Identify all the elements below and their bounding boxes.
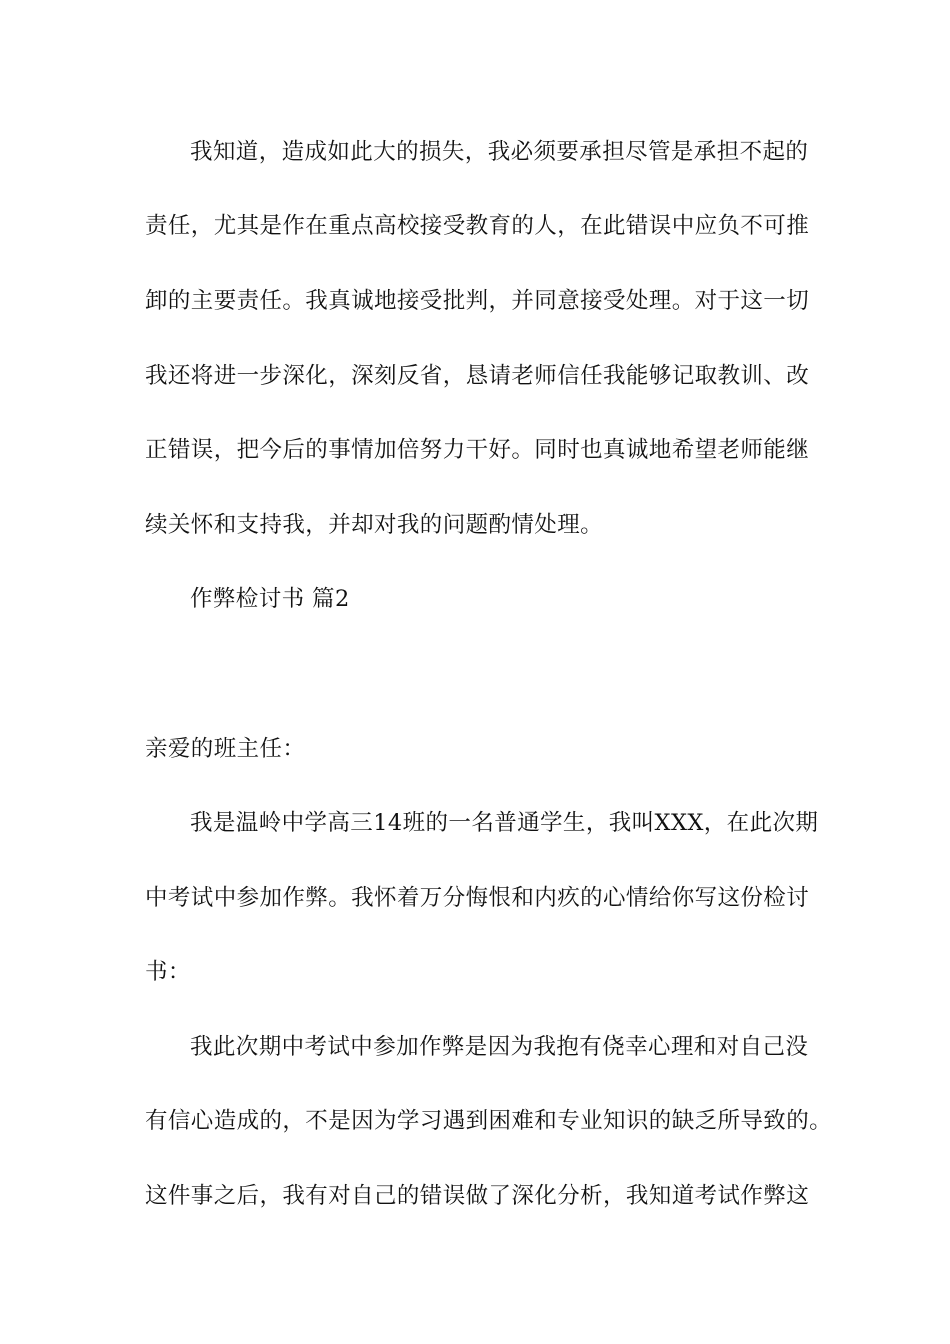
paragraph-line: 我此次期中考试中参加作弊是因为我抱有侥幸心理和对自己没 bbox=[190, 1034, 809, 1060]
section-heading: 作弊检讨书 篇2 bbox=[190, 586, 350, 612]
paragraph-line: 我还将进一步深化，深刻反省，恳请老师信任我能够记取教训、改 bbox=[145, 363, 810, 389]
paragraph-line: 我是温岭中学高三14班的一名普通学生，我叫XXX，在此次期 bbox=[190, 810, 819, 836]
salutation: 亲爱的班主任： bbox=[145, 736, 306, 762]
paragraph-line: 这件事之后，我有对自己的错误做了深化分析，我知道考试作弊这 bbox=[145, 1183, 810, 1209]
paragraph-line: 续关怀和支持我，并却对我的问题酌情处理。 bbox=[145, 512, 604, 538]
paragraph-line: 我知道，造成如此大的损失，我必须要承担尽管是承担不起的 bbox=[190, 139, 809, 165]
paragraph-line: 正错误，把今后的事情加倍努力干好。同时也真诚地希望老师能继 bbox=[145, 437, 810, 463]
paragraph-line: 责任，尤其是作在重点高校接受教育的人，在此错误中应负不可推 bbox=[145, 213, 810, 239]
paragraph-line: 有信心造成的，不是因为学习遇到困难和专业知识的缺乏所导致的。 bbox=[145, 1108, 833, 1134]
paragraph-line: 卸的主要责任。我真诚地接受批判，并同意接受处理。对于这一切 bbox=[145, 288, 810, 314]
paragraph-line: 中考试中参加作弊。我怀着万分悔恨和内疚的心情给你写这份检讨 bbox=[145, 885, 810, 911]
paragraph-line: 书： bbox=[145, 959, 191, 985]
